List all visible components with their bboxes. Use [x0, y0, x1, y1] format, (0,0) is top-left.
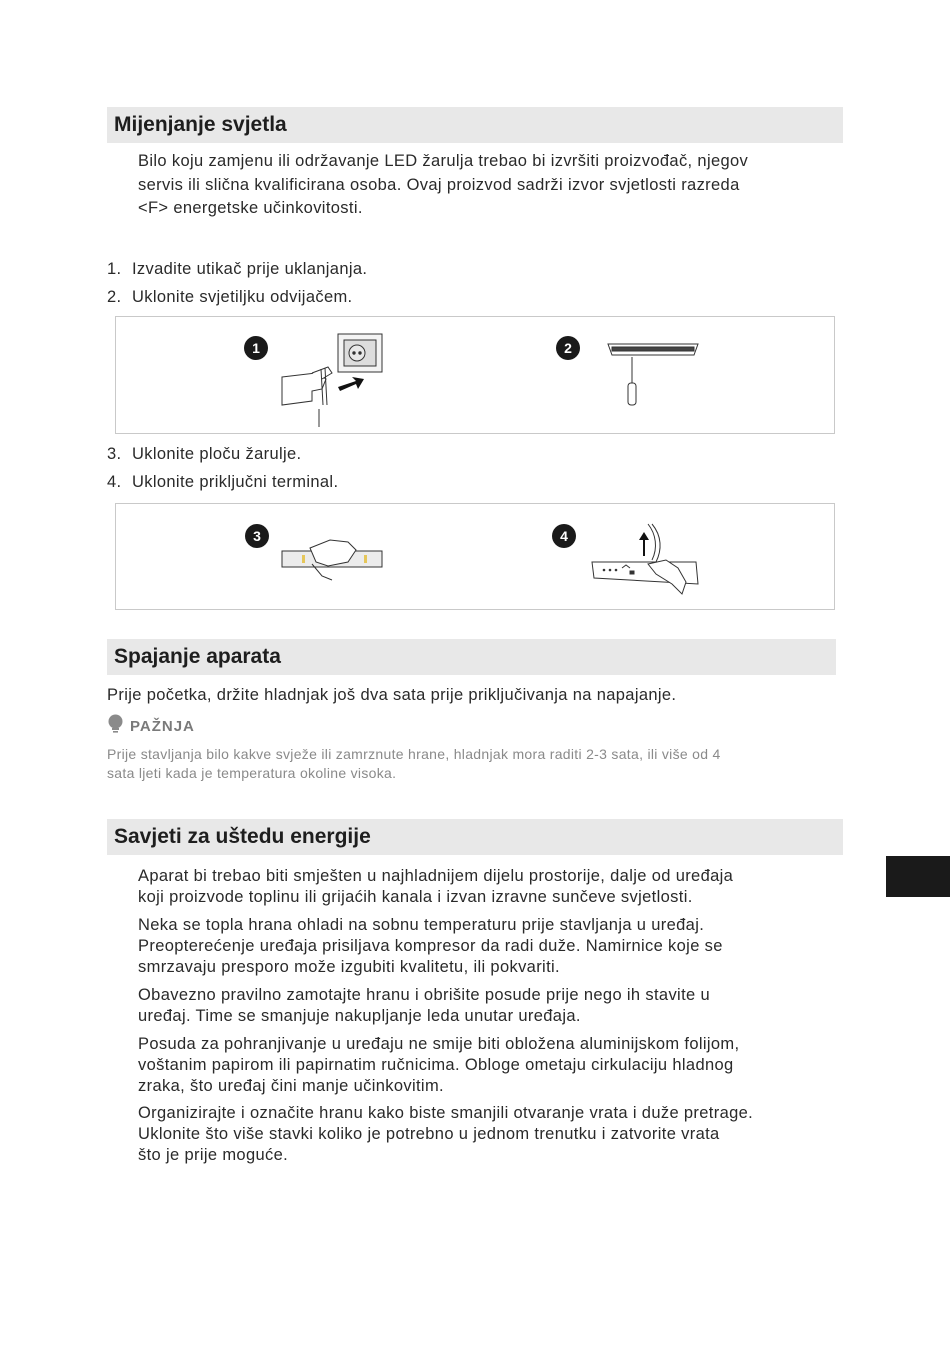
text-line: <F> energetske učinkovitosti. [138, 199, 363, 217]
energy-paragraph-4 [138, 1034, 739, 1097]
lamp-plate-icon [282, 540, 382, 580]
hand-plug-icon [282, 367, 332, 427]
side-thumb-tab [886, 856, 950, 897]
step-number: 3. [107, 445, 122, 463]
arrow-icon [338, 377, 364, 391]
step-text: Uklonite ploču žarulje. [132, 445, 302, 463]
text-line: servis ili slična kvalificirana osoba. Ovaj proizvod sadrži izvor svjetlosti razreda [138, 175, 740, 194]
text-line: Uklonite što više stavki koliko je potrebno u jednom trenutku i zatvorite vrata [138, 1125, 720, 1143]
text-line: Preopterećenje uređaja prisiljava kompresor da radi duže. Namirnice koje se [138, 937, 723, 955]
badge-label: 3 [253, 528, 261, 544]
step-badge-1 [244, 336, 268, 360]
energy-paragraph-5 [138, 1103, 753, 1166]
step-text: Uklonite priključni terminal. [132, 473, 339, 491]
steps-1-2-illustration [116, 317, 836, 435]
steps-3-4-illustration [116, 504, 836, 611]
text-line: sata ljeti kada je temperatura okoline visoka. [107, 765, 397, 781]
text-line: Aparat bi trebao biti smješten u najhladnijem dijelu prostorije, dalje od uređaja [138, 867, 734, 885]
step-text: Izvadite utikač prije uklanjanja. [132, 260, 368, 278]
energy-paragraph-3 [138, 985, 710, 1027]
caution-text [107, 745, 847, 783]
light-intro-paragraph [138, 150, 748, 221]
section-title-connecting-appliance: Spajanje aparata [107, 639, 836, 675]
step-3 [107, 443, 301, 465]
figure-steps-1-2 [115, 316, 835, 434]
text-line: Posuda za pohranjivanje u uređaju ne smije biti obložena aluminijskom folijom, [138, 1035, 740, 1053]
wall-socket-icon [338, 334, 382, 372]
badge-label: 4 [560, 528, 568, 544]
caution-heading [107, 714, 195, 736]
arrow-up-icon [639, 532, 649, 556]
text-line: voštanim papirom ili papirnatim ručnicima. Obloge ometaju cirkulaciju hladnog [138, 1056, 734, 1074]
lamp-cover-icon [608, 344, 698, 355]
step-number: 2. [107, 288, 122, 306]
step-1 [107, 258, 367, 280]
badge-label: 2 [564, 340, 572, 356]
step-number: 4. [107, 473, 122, 491]
step-badge-4 [552, 524, 576, 548]
text-line: koji proizvode toplinu ili grijaćih kanala i izvan izravne sunčeve svjetlosti. [138, 888, 693, 906]
energy-paragraph-1 [138, 866, 733, 908]
text-line: Obavezno pravilno zamotajte hranu i obrišite posude prije nego ih stavite u [138, 986, 710, 1004]
step-badge-3 [245, 524, 269, 548]
badge-label: 1 [252, 340, 260, 356]
text-line: uređaj. Time se smanjuje nakupljanje leda unutar uređaja. [138, 1007, 581, 1025]
lightbulb-icon [107, 714, 124, 740]
energy-paragraph-2 [138, 915, 723, 978]
step-2 [107, 286, 353, 308]
text-line: Bilo koju zamjenu ili održavanje LED žarulja trebao bi izvršiti proizvođač, njegov [138, 152, 749, 170]
text-line: što je prije moguće. [138, 1146, 289, 1164]
text-line: Organizirajte i označite hranu kako biste smanjili otvaranje vrata i duže pretrage. [138, 1104, 754, 1122]
step-badge-2 [556, 336, 580, 360]
text-line: zraka, što uređaj čini manje učinkovitim. [138, 1077, 444, 1095]
text-line: Prije stavljanja bilo kakve svježe ili zamrznute hrane, hladnjak mora raditi 2-3 sata, ili više od 4 [107, 746, 721, 762]
connect-paragraph: Prije početka, držite hladnjak još dva sata prije priključivanja na napajanje. [107, 686, 677, 704]
caution-label: PAŽNJA [130, 717, 195, 735]
step-4 [107, 471, 338, 493]
figure-steps-3-4 [115, 503, 835, 610]
step-number: 1. [107, 260, 122, 278]
section-title-energy-saving: Savjeti za uštedu energije [107, 819, 843, 855]
screwdriver-icon [628, 357, 636, 405]
text-line: smrzavaju presporo može izgubiti kvalitetu, ili pokvariti. [138, 958, 560, 976]
step-text: Uklonite svjetiljku odvijačem. [132, 288, 353, 306]
text-line: Neka se topla hrana ohladi na sobnu temperaturu prije stavljanja u uređaj. [138, 916, 705, 934]
section-title-light-replacement: Mijenjanje svjetla [107, 107, 843, 143]
hand-icon [648, 524, 686, 594]
